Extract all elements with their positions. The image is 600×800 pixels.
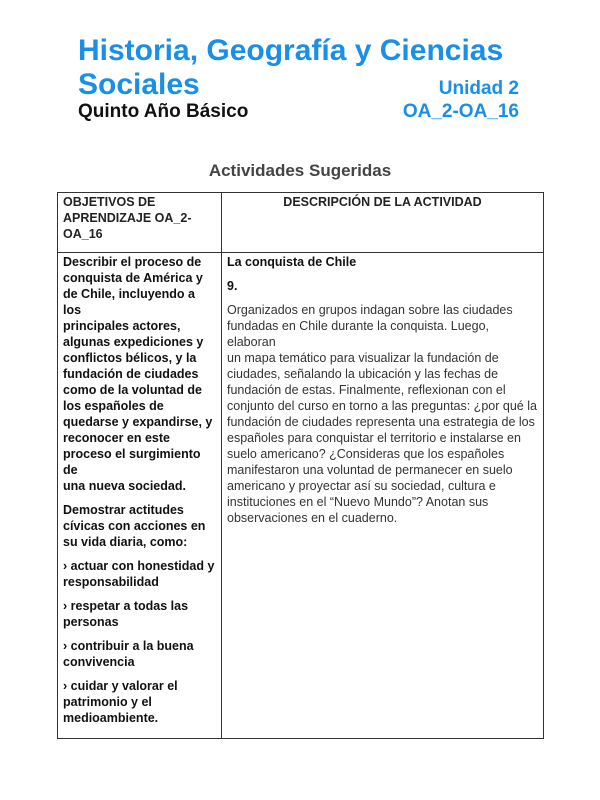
objective-text: Demostrar actitudes cívicas con acciones en su vida diaria, como:	[63, 503, 206, 549]
table-row	[58, 253, 544, 739]
section-title: Actividades Sugeridas	[208, 161, 392, 180]
objective-bullet: › actuar con honestidad y responsabilidad	[63, 559, 215, 589]
grade-label: Quinto Año Básico	[78, 101, 249, 122]
objectives-cell	[58, 253, 222, 739]
objective-text: Describir el proceso de conquista de América y de Chile, incluyendo a los principales actores, algunas expediciones y conflictos bélicos, y la fundación de ciudades como de la voluntad de los españoles de quedarse y expandirse, y reconocer en este proceso el surgimiento de una nueva sociedad.	[63, 255, 213, 493]
table-header-row	[58, 193, 544, 253]
activity-number: 9.	[227, 279, 238, 293]
activities-table	[57, 192, 544, 739]
objective-bullet: › contribuir a la buena convivencia	[63, 639, 194, 669]
description-cell	[222, 253, 544, 739]
objective-bullet: › cuidar y valorar el patrimonio y el medioambiente.	[63, 679, 178, 725]
document-title: Historia, Geografía y Ciencias Sociales	[78, 34, 504, 101]
activity-description: Organizados en grupos indagan sobre las ciudades fundadas en Chile durante la conquista. Luego, elaboran un mapa temático para visualizar la fundación de ciudades, señalando la ubicación y las fechas de fundación de estas. Finalmente, reflexionan con el conjunto del curso en torno a las preguntas: ¿por qué la fundación de ciudades representa una estrategia de los españoles para conquistar el territorio e instalarse en suelo americano? ¿Consideras que los españoles manifestaron una voluntad de permanecer en suelo americano y proyectar así su sociedad, cultura e instituciones en el “Nuevo Mundo”? Anotan sus observaciones en el cuaderno.	[227, 303, 537, 525]
activity-title: La conquista de Chile	[227, 255, 357, 269]
header-objectives: OBJETIVOS DE APRENDIZAJE OA_2- OA_16	[58, 193, 222, 253]
objective-bullet: › respetar a todas las personas	[63, 599, 189, 629]
oa-range-label: OA_2-OA_16	[402, 101, 519, 122]
header-description: DESCRIPCIÓN DE LA ACTIVIDAD	[222, 193, 544, 253]
unit-label: Unidad 2	[438, 78, 519, 99]
